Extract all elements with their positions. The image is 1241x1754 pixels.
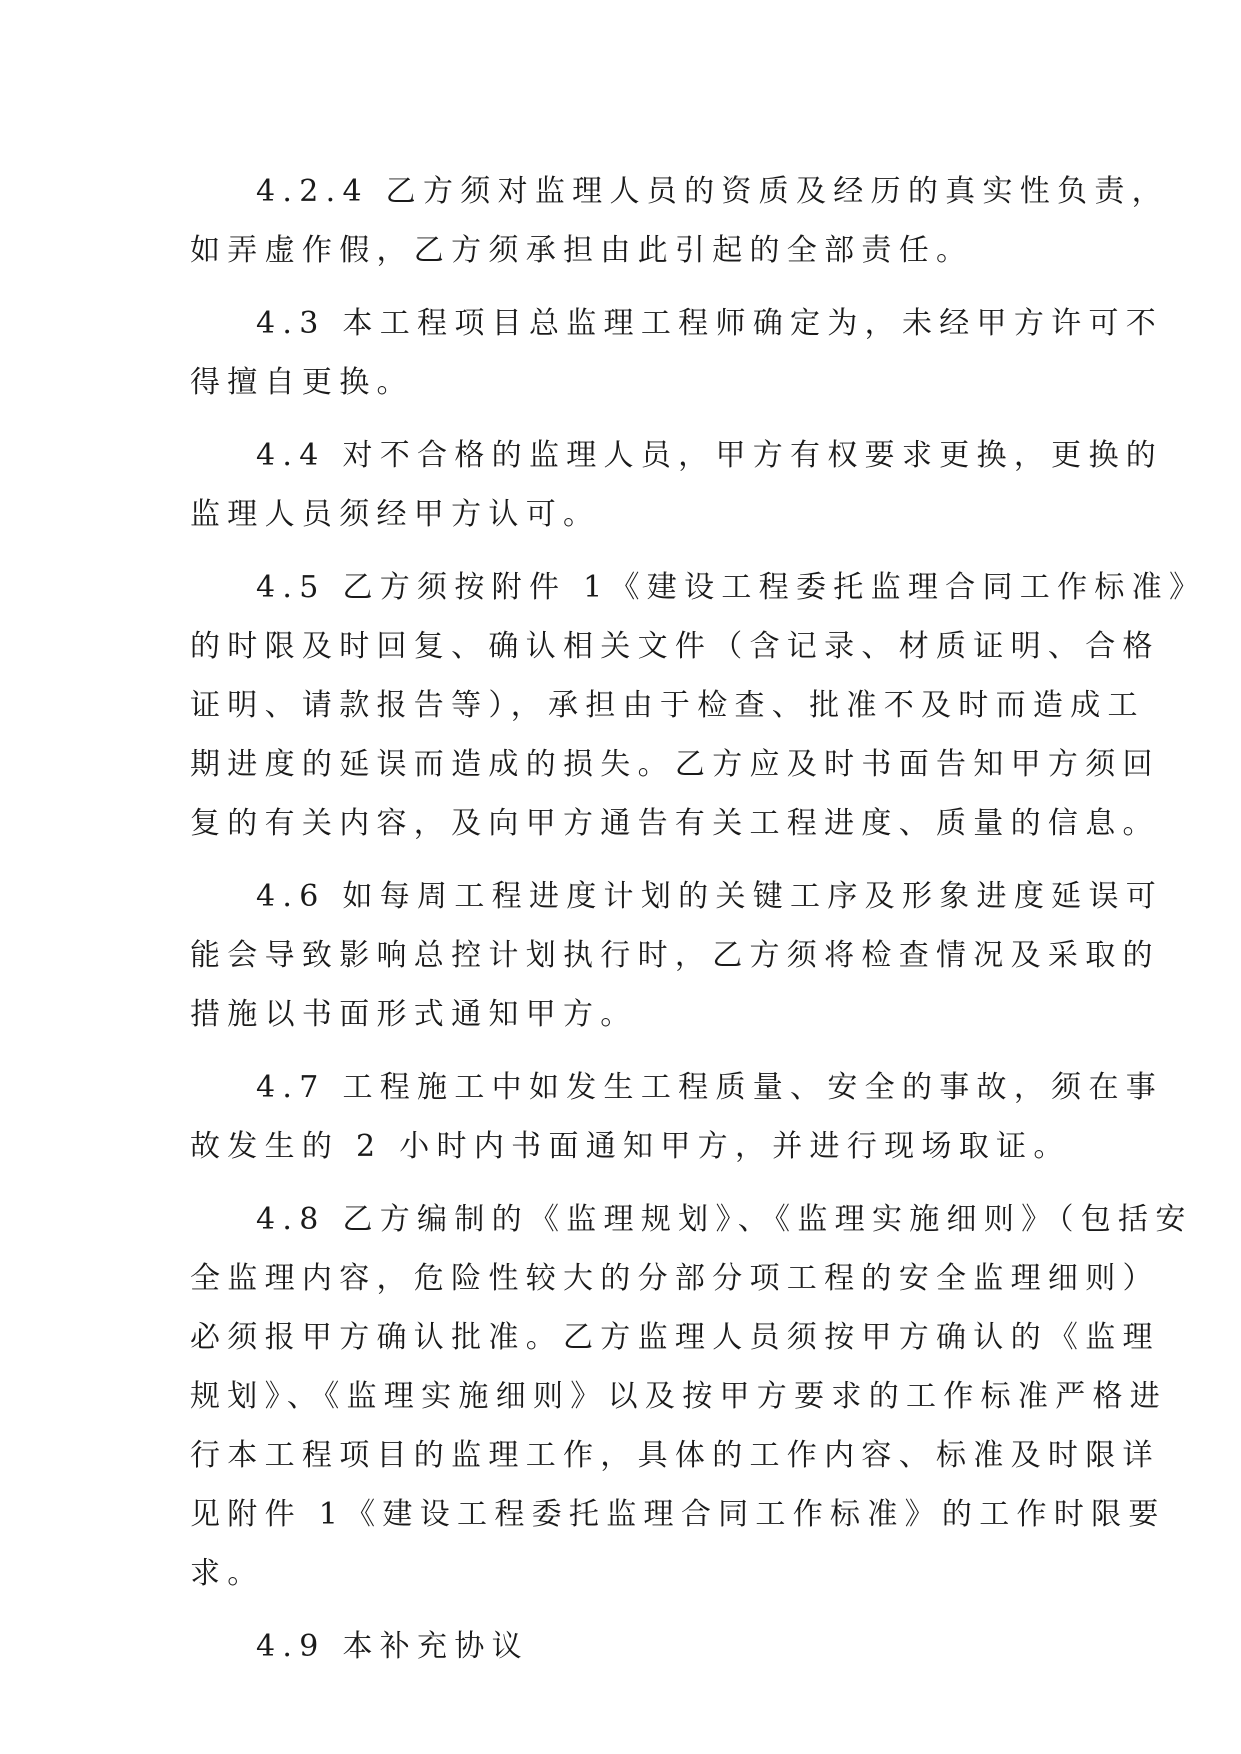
document-body — [190, 162, 1207, 1676]
text-line: 能会导致影响总控计划执行时，乙方须将检查情况及采取的 — [190, 938, 1160, 973]
clause-4-4 — [190, 426, 1164, 544]
text-line: 4.2.4 乙方须对监理人员的资质及经历的真实性负责， — [256, 174, 1169, 209]
text-line: 求。 — [190, 1556, 265, 1591]
clause-4-5 — [190, 558, 1207, 853]
clause-4-6 — [190, 867, 1164, 1044]
text-line: 规划》、《监理实施细则》以及按甲方要求的工作标准严格进 — [190, 1379, 1168, 1414]
clause-4-8 — [190, 1190, 1193, 1603]
text-line: 故发生的 2 小时内书面通知甲方，并进行现场取证。 — [190, 1129, 1071, 1164]
text-line: 4.4 对不合格的监理人员，甲方有权要求更换，更换的 — [256, 438, 1164, 473]
text-line: 4.8 乙方编制的《监理规划》、《监理实施细则》（包括安 — [256, 1202, 1193, 1237]
text-line: 复的有关内容，及向甲方通告有关工程进度、质量的信息。 — [190, 806, 1160, 841]
text-line: 必须报甲方确认批准。乙方监理人员须按甲方确认的《监理 — [190, 1320, 1160, 1355]
text-line: 全监理内容，危险性较大的分部分项工程的安全监理细则） — [190, 1261, 1160, 1296]
text-line: 4.5 乙方须按附件 1《建设工程委托监理合同工作标准》 — [256, 570, 1207, 605]
text-line: 证明、请款报告等），承担由于检查、批准不及时而造成工 — [190, 688, 1145, 723]
text-line: 4.9 本补充协议 — [256, 1629, 529, 1664]
text-line: 措施以书面形式通知甲方。 — [190, 997, 638, 1032]
text-line: 行本工程项目的监理工作，具体的工作内容、标准及时限详 — [190, 1438, 1160, 1473]
text-line: 期进度的延误而造成的损失。乙方应及时书面告知甲方须回 — [190, 747, 1160, 782]
text-line: 如弄虚作假，乙方须承担由此引起的全部责任。 — [190, 233, 974, 268]
text-line: 4.6 如每周工程进度计划的关键工序及形象进度延误可 — [256, 879, 1164, 914]
clause-4-3 — [190, 294, 1164, 412]
clause-4-7 — [190, 1058, 1164, 1176]
clause-4-2-4 — [190, 162, 1169, 280]
text-line: 4.7 工程施工中如发生工程质量、安全的事故，须在事 — [256, 1070, 1164, 1105]
text-line: 得擅自更换。 — [190, 365, 414, 400]
text-line: 监理人员须经甲方认可。 — [190, 497, 601, 532]
text-line: 的时限及时回复、确认相关文件（含记录、材质证明、合格 — [190, 629, 1160, 664]
text-line: 见附件 1《建设工程委托监理合同工作标准》的工作时限要 — [190, 1497, 1166, 1532]
clause-4-9 — [190, 1617, 1052, 1676]
text-line: 4.3 本工程项目总监理工程师确定为，未经甲方许可不 — [256, 306, 1164, 341]
